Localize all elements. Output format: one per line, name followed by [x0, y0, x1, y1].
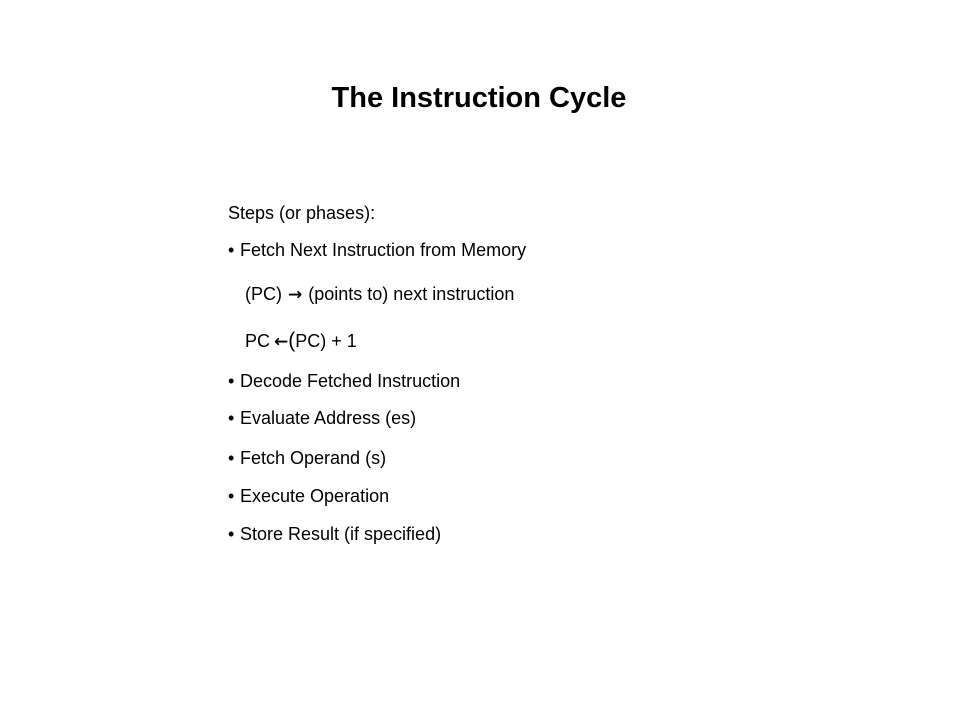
bullet-icon: •	[228, 240, 235, 260]
slide-title: The Instruction Cycle	[331, 82, 627, 114]
step-text: Execute Operation	[240, 486, 390, 506]
bullet-icon: •	[228, 408, 235, 428]
step-decode	[228, 370, 460, 392]
step-execute	[228, 485, 389, 507]
bullet-icon: •	[228, 448, 235, 468]
step-text: Store Result (if specified)	[240, 524, 442, 544]
bullet-icon: •	[228, 371, 235, 391]
bullet-icon: •	[228, 486, 235, 506]
step-store-result	[228, 523, 441, 545]
sub-step-right: PC) + 1	[295, 331, 357, 351]
step-text: Fetch Next Instruction from Memory	[240, 240, 527, 260]
sub-step-left: PC	[245, 331, 271, 351]
sub-step-left: (PC)	[245, 284, 282, 304]
left-arrow-icon: ←	[274, 332, 289, 352]
step-text: Decode Fetched Instruction	[240, 371, 461, 391]
step-text: Evaluate Address (es)	[240, 408, 417, 428]
right-arrow-icon: →	[288, 285, 303, 305]
sub-step-pc-increment	[245, 330, 357, 353]
bullet-icon: •	[228, 524, 235, 544]
open-paren: (	[288, 329, 296, 352]
step-fetch-instruction	[228, 239, 526, 261]
sub-step-pc-points	[245, 283, 514, 306]
step-evaluate-address	[228, 407, 416, 429]
intro-text: Steps (or phases):	[228, 203, 376, 223]
step-fetch-operand	[228, 447, 386, 469]
step-text: Fetch Operand (s)	[240, 448, 387, 468]
sub-step-right: (points to) next instruction	[308, 284, 515, 304]
